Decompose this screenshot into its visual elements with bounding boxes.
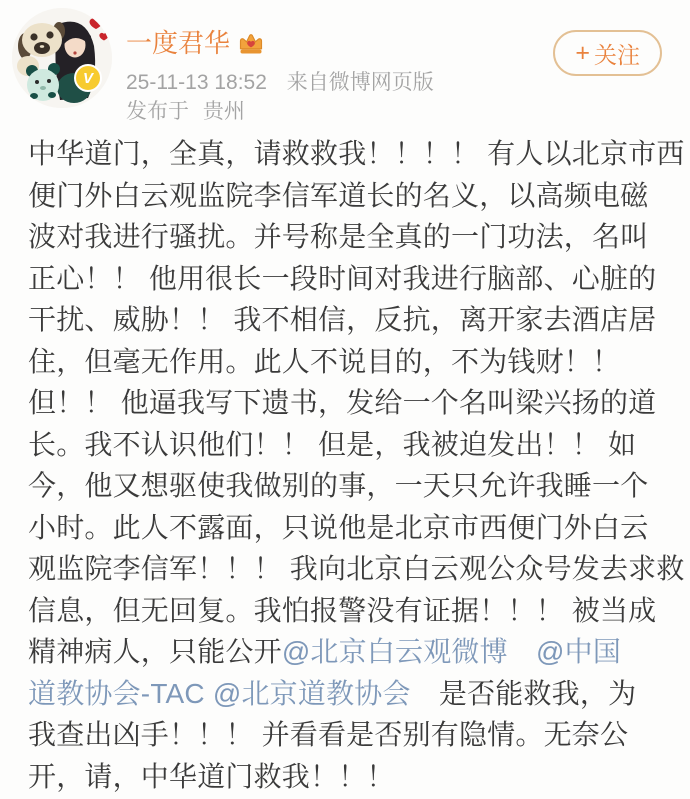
vip-crown-icon (237, 29, 265, 57)
post-text-line (28, 175, 680, 217)
mention-link[interactable]: 道教协会-TAC (28, 677, 205, 709)
post-text: 中华道门，全真，请救救我！！！！ 有人以北京市西 (28, 138, 685, 169)
post-text (205, 678, 213, 709)
post-text: 波对我进行骚扰。并号称是全真的一门功法，名叫 (28, 221, 649, 252)
post-text-line (28, 258, 680, 300)
post-text-line (28, 631, 680, 673)
post-text-line (28, 382, 680, 424)
verified-badge-icon (74, 64, 102, 92)
follow-button[interactable] (553, 30, 662, 76)
post-text-line (28, 590, 680, 632)
avatar[interactable] (12, 8, 112, 108)
post-text (508, 636, 536, 667)
mention-link[interactable]: @北京白云观微博 (281, 636, 508, 667)
post-text: 住，但毫无作用。此人不说目的，不为钱财！！ (28, 345, 621, 377)
post-content (28, 133, 685, 797)
post-text-line (28, 299, 680, 341)
post-text: 便门外白云观监院李信军道长的名义，以高频电磁 (28, 179, 649, 211)
post-text-line (28, 673, 680, 715)
mention-link[interactable]: @中国 (536, 636, 622, 667)
post-text: 干扰、威胁！！ 我不相信，反抗，离开家去酒店居 (28, 304, 657, 335)
post-text-line (28, 507, 680, 549)
location-prefix: 发布于 (126, 100, 189, 123)
avatar-illustration (12, 8, 112, 108)
post-text: 我查出凶手！！！ 并看看是否别有隐情。无奈公 (28, 719, 629, 750)
source-label[interactable]: 来自微博网页版 (286, 71, 434, 94)
post-text-line (28, 756, 680, 798)
post-text: 今，他又想驱使我做别的事，一天只允许我睡一个 (28, 470, 649, 501)
verified-letter: V (82, 69, 93, 87)
post-text: 小时。此人不露面，只说他是北京市西便门外白云 (28, 511, 649, 543)
post-text-line (28, 216, 680, 258)
post-header (0, 0, 690, 134)
post-text: 观监院李信军！！！ 我向北京白云观公众号发去求救 (28, 553, 685, 584)
location-link[interactable]: 贵州 (202, 100, 245, 123)
post-meta (126, 70, 434, 96)
post-text: 长。我不认识他们！！ 但是，我被迫发出！！ 如 (28, 428, 637, 460)
post-text: 但！！ 他逼我写下遗书，发给一个名叫梁兴扬的道 (28, 387, 657, 418)
plus-icon: + (575, 38, 590, 67)
mention-link[interactable]: @北京道教协会 (212, 677, 411, 709)
follow-button-label: 关注 (594, 41, 640, 68)
post-text-line (28, 133, 685, 175)
post-text: 开，请，中华道门救我！！！ (28, 760, 395, 792)
post-text-line (28, 424, 680, 466)
username[interactable]: 一度君华 (126, 28, 231, 58)
post-text-line (28, 714, 680, 756)
post-text: 信息，但无回复。我怕报警没有证据！！！ 被当成 (28, 594, 657, 626)
location-row (126, 99, 245, 125)
post-text: 精神病人，只能公开 (28, 636, 282, 667)
post-text-line (28, 548, 685, 590)
post-text-line (28, 341, 680, 383)
post-text: 正心！！ 他用很长一段时间对我进行脑部、心脏的 (28, 262, 657, 294)
name-row (126, 26, 265, 60)
post-text-line (28, 465, 680, 507)
post-text: 是否能救我，为 (410, 677, 637, 709)
timestamp: 25-11-13 18:52 (126, 71, 267, 94)
